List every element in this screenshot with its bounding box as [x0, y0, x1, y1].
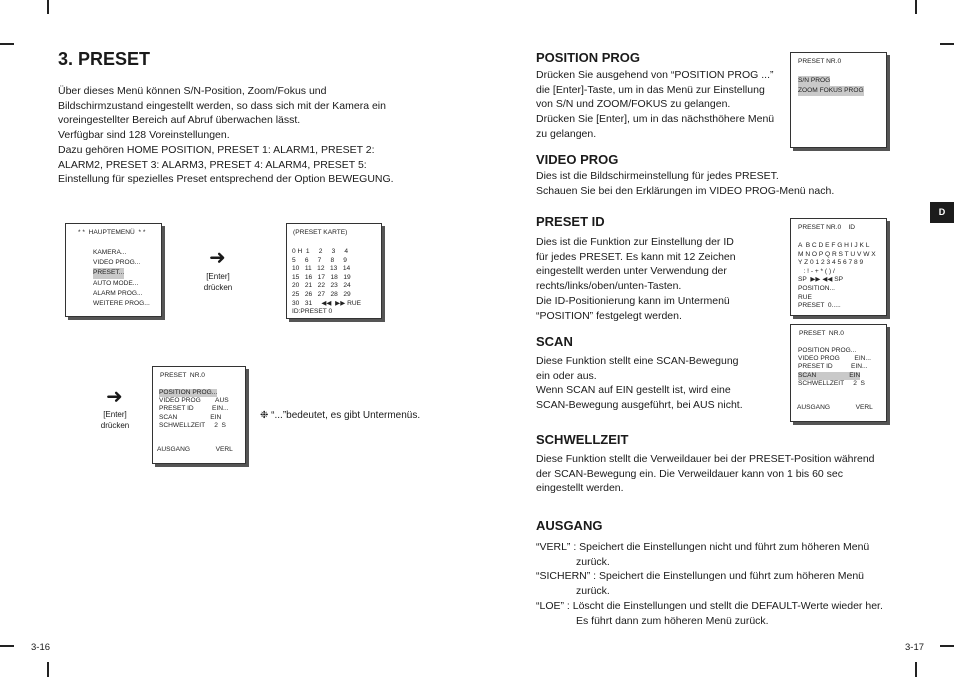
osd-title: PRESET NR.0 [160, 372, 205, 379]
section-body: Dies ist die Bildschirmeinstellung für jedes PRESET. Schauen Sie bei den Erklärungen im VIDEO PROG-Menü nach. [536, 170, 835, 197]
menu-item-selected: POSITION PROG... [159, 389, 218, 396]
char-row: SP ▶▶ ◀◀ SP [798, 276, 844, 284]
main-menu-osd [65, 223, 162, 317]
section-heading: SCHWELLZEIT [536, 432, 629, 447]
section-heading: SCAN [536, 334, 573, 349]
preset-row: ID:PRESET 0 [292, 308, 333, 316]
chapter-tab: D [930, 202, 954, 223]
osd-title: PRESET NR.0 [799, 330, 844, 337]
menu-item-selected: S/N PROG [798, 76, 830, 86]
menu-item: VIDEO PROG... [93, 259, 141, 267]
page-number: 3-17 [905, 642, 925, 653]
crop-mark [0, 645, 14, 647]
exit-option-sichern: “SICHERN” : Speichert die Einstellungen und führt zum höheren Menü zurück. [536, 570, 865, 598]
menu-item-selected: ZOOM FOKUS PROG [798, 86, 864, 96]
page-number: 3-16 [31, 642, 51, 653]
osd-title: * * HAUPTEMENÜ * * [78, 229, 146, 236]
preset-card-osd [286, 223, 382, 319]
menu-item: VIDEO PROG EIN... [798, 355, 871, 363]
section-body: Dies ist die Funktion zur Einstellung der ID für jedes PRESET. Es kann mit 12 Zeichen eingestellt werden unter Verwendung der rechts/links/oben/unten-Tasten. Die ID-Positionierung kann im Untermenü “POSITION” festgelegt werden. [536, 236, 736, 322]
section-heading: POSITION PROG [536, 50, 641, 65]
menu-item: PRESET 0..... [798, 302, 841, 310]
menu-item: WEITERE PROG... [93, 300, 150, 308]
preset-row: 20 21 22 23 24 [292, 282, 351, 290]
section-body: Diese Funktion stellt eine SCAN-Bewegung ein oder aus. Wenn SCAN auf EIN gestellt ist, wird eine SCAN-Bewegung ausgeführt, bei AUS nicht. [536, 355, 743, 412]
page-title: 3. PRESET [58, 49, 151, 69]
osd-footer: AUSGANG VERL [157, 446, 233, 453]
osd-title: (PRESET KARTE) [293, 229, 348, 236]
menu-item: PRESET ID EIN... [798, 363, 868, 371]
menu-item: POSITION PROG... [798, 347, 857, 354]
crop-mark [47, 0, 49, 14]
menu-item: AUTO MODE... [93, 279, 139, 287]
crop-mark [915, 662, 917, 677]
preset-row: 25 26 27 28 29 [292, 290, 351, 298]
section-heading: VIDEO PROG [536, 152, 619, 167]
char-row: M N O P Q R S T U V W X [798, 250, 876, 258]
preset-row: 15 16 17 18 19 [292, 273, 351, 281]
preset-id-osd [790, 218, 887, 316]
preset-menu-osd [152, 366, 246, 464]
position-prog-osd [790, 52, 887, 148]
osd-title: PRESET NR.0 [798, 58, 842, 65]
arrow-right-icon: ➜ [209, 247, 226, 269]
menu-item: ALARM PROG... [93, 289, 143, 297]
char-row: A B C D E F G H I J K L [798, 242, 870, 249]
char-row: Y Z 0 1 2 3 4 5 6 7 8 9 [798, 259, 864, 267]
enter-caption: [Enter] drücken [100, 410, 130, 430]
preset-row: 0 H 1 2 3 4 [292, 248, 349, 255]
preset-row: 5 6 7 8 9 [292, 256, 347, 264]
enter-caption: [Enter] drücken [203, 272, 233, 292]
section-heading: AUSGANG [536, 518, 603, 533]
menu-item: KAMERA... [93, 249, 127, 256]
menu-item: SCHWELLZEIT 2 S [798, 379, 865, 387]
exit-option-verl: “VERL” : Speichert die Einstellungen nicht und führt zum höheren Menü zurück. [536, 541, 870, 568]
crop-mark [915, 0, 917, 14]
preset-row: 10 11 12 13 14 [292, 265, 351, 273]
intro-text: Über dieses Menü können S/N-Position, Zoom/Fokus und Bildschirmzustand eingestellt werden, so dass sich mit der Kamera ein voreingestellter Bereich auf Abruf überwachen lässt. Verfügbar sind 128 Voreinstellungen. Dazu gehören HOME POSITION, PRESET 1: ALARM1, PRESET 2: ALARM2, PRESET 3: ALARM3, PRESET 4: ALARM4, PRESET 5: Einstellung für spezielles Preset entsprechend der Option BEWEGUNG. [58, 85, 394, 186]
scan-osd [790, 324, 887, 422]
arrow-right-icon: ➜ [106, 386, 123, 408]
osd-footer: AUSGANG VERL [797, 404, 873, 411]
menu-item-selected: SCAN EIN [798, 371, 861, 379]
menu-item: POSITION... [798, 284, 836, 292]
menu-item: RUE [798, 293, 812, 301]
preset-row: 30 31 ◀◀ ▶▶ RUE [292, 299, 362, 307]
submenu-note: ❉ “...”bedeutet, es gibt Untermenüs. [260, 410, 421, 421]
crop-mark [0, 43, 14, 45]
menu-item: SCHWELLZEIT 2 S [159, 421, 226, 429]
char-row: : ! - + * ( ) / [798, 267, 835, 275]
menu-item: SCAN EIN [159, 413, 222, 421]
section-heading: PRESET ID [536, 214, 605, 229]
section-body: Diese Funktion stellt die Verweildauer bei der PRESET-Position während der SCAN-Bewegung ein. Die Verweildauer kann von 1 bis 60 sec eingestellt werden. [536, 453, 875, 495]
exit-option-loe: “LOE” : Löscht die Einstellungen und stellt die DEFAULT-Werte wieder her. Es führt dann zum höheren Menü zurück. [536, 599, 883, 627]
osd-title: PRESET NR.0 ID [798, 224, 856, 231]
menu-item: PRESET ID EIN... [159, 405, 229, 413]
crop-mark [940, 645, 954, 647]
section-body: Drücken Sie ausgehend von “POSITION PROG ...” die [Enter]-Taste, um in das Menü zur Einstellung von S/N und ZOOM/FOKUS zu gelangen. Drücken Sie [Enter], um in das nächsthöhere Menü zu gelangen. [536, 69, 775, 140]
crop-mark [940, 43, 954, 45]
menu-item-selected: PRESET... [93, 268, 124, 278]
crop-mark [47, 662, 49, 677]
menu-item: VIDEO PROG AUS [159, 397, 229, 405]
